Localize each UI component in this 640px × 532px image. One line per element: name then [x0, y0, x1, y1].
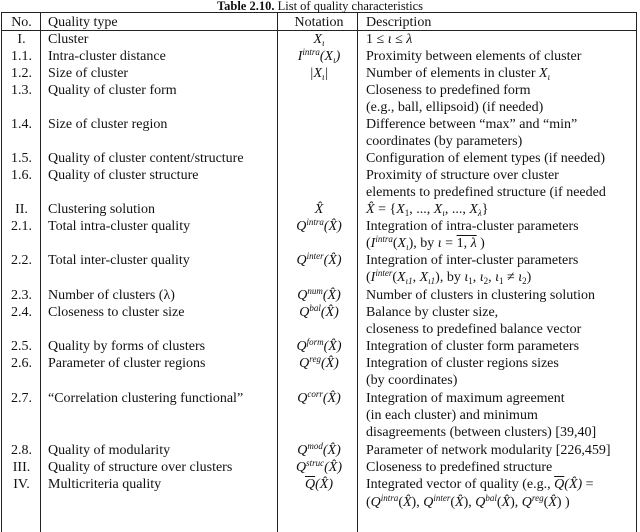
quality-type: Cluster: [48, 32, 89, 47]
table-label: Table 2.10.: [216, 0, 275, 13]
description: Integration of maximum agreement: [366, 391, 565, 406]
quality-type: Quality of cluster form: [48, 83, 177, 98]
description: Integration of cluster regions sizes: [366, 356, 559, 371]
quality-type: Total inter-cluster quality: [48, 253, 190, 268]
quality-type: Intra-cluster distance: [48, 49, 166, 64]
notation: $X_\iota$: [313, 32, 325, 48]
table-title: List of quality characteristics: [277, 0, 424, 13]
description: Proximity of structure over cluster: [366, 168, 559, 183]
notation: $Q^{mod}(X̂)$: [297, 441, 341, 458]
row-number: 2.5.: [11, 339, 32, 354]
row-number: IV.: [13, 477, 30, 492]
row-number: 2.4.: [11, 305, 32, 320]
notation: $Q^{bal}(X̂)$: [299, 303, 339, 320]
quality-type: Closeness to cluster size: [48, 305, 185, 320]
column-divider: [277, 13, 278, 532]
quality-type: Size of cluster: [48, 66, 129, 81]
header-no: No.: [11, 15, 32, 30]
quality-type: Quality of cluster structure: [48, 168, 199, 183]
notation: $Q^{intra}(X̂)$: [296, 217, 342, 234]
description: Proximity between elements of cluster: [366, 49, 582, 64]
row-number: 1.1.: [11, 49, 32, 64]
quality-type: Parameter of cluster regions: [48, 356, 206, 371]
description: Integration of intra-cluster parameters: [366, 219, 579, 234]
row-number: II.: [15, 202, 28, 217]
notation: $\overline{Q}(X̂)$: [304, 477, 333, 492]
quality-type: Multicriteria quality: [48, 477, 162, 492]
row-number: 2.8.: [11, 443, 32, 458]
header-notation: Notation: [294, 15, 344, 30]
description: X̂ = {$X_1$, ..., $X_\iota$, ..., $X_\lambda$}: [366, 202, 489, 218]
quality-type: Number of clusters (λ): [48, 288, 175, 303]
description: Closeness to predefined form: [366, 83, 531, 98]
description: Integration of cluster form parameters: [366, 339, 580, 354]
row-number: 1.4.: [11, 117, 32, 132]
notation: $Q^{num}(X̂)$: [297, 286, 341, 303]
quality-type: Quality of modularity: [48, 443, 171, 458]
notation: $I^{intra}(X_\iota)$: [297, 47, 341, 65]
description: coordinates (by parameters): [366, 134, 523, 149]
description: (by coordinates): [366, 373, 458, 388]
description: (e.g., ball, ellipsoid) (if needed): [366, 100, 544, 115]
quality-type: Quality of structure over clusters: [48, 460, 233, 475]
quality-characteristics-table: [1, 12, 637, 532]
description-text: Integrated vector of quality (e.g.,: [366, 477, 555, 492]
description: elements to predefined structure (if needed: [366, 185, 606, 200]
description: Balance by cluster size,: [366, 305, 499, 320]
description: (in each cluster) and minimum: [366, 408, 538, 423]
quality-type: Clustering solution: [48, 202, 155, 217]
description: closeness to predefined balance vector: [366, 322, 582, 337]
header-quality-type: Quality type: [48, 15, 118, 30]
quality-type: Size of cluster region: [48, 117, 168, 132]
quality-type: “Correlation clustering functional”: [48, 391, 244, 406]
quality-type: Total intra-cluster quality: [48, 219, 191, 234]
row-number: 2.3.: [11, 288, 32, 303]
description: ($I^{inter}(X_{\iota 1}$, $X_{\iota 1}$), by $\iota_1$, $\iota_2$, $\iota_1 \ne \iota_2$): [366, 268, 532, 286]
notation: $Q^{corr}(X̂)$: [297, 389, 341, 406]
notation: $Q^{form}(X̂)$: [296, 337, 342, 354]
quality-type: Quality of cluster content/structure: [48, 151, 244, 166]
description: Closeness to predefined structure: [366, 460, 553, 475]
notation: X̂: [314, 202, 324, 217]
row-number: 1.6.: [11, 168, 32, 183]
row-number: I.: [17, 32, 26, 47]
description: disagreements (between clusters) [39,40]: [366, 425, 597, 440]
notation: $|X_\iota|$: [309, 66, 329, 82]
description: Integrated vector of quality (e.g., $\overline{Q}(X̂)$ =: [366, 477, 594, 492]
notation: $Q^{inter}(X̂)$: [296, 251, 342, 268]
row-number: 2.7.: [11, 391, 32, 406]
description: Configuration of element types (if needed): [366, 151, 606, 166]
row-number: 1.2.: [11, 66, 32, 81]
description: 1 ≤ ι ≤ λ: [366, 32, 413, 47]
row-number: 2.6.: [11, 356, 32, 371]
description: Number of clusters in clustering solution: [366, 288, 596, 303]
row-number: 1.3.: [11, 83, 32, 98]
description: Parameter of network modularity [226,459]: [366, 443, 611, 458]
description: ($I^{intra}(X_\iota)$, by ι = 1, λ ): [366, 234, 485, 252]
notation: $Q^{struc}(X̂)$: [295, 458, 342, 475]
description: Number of elements in cluster $X_\iota$: [366, 66, 551, 82]
row-number: III.: [12, 460, 31, 475]
description: Integration of inter-cluster parameters: [366, 253, 579, 268]
notation: $Q^{reg}(X̂)$: [299, 354, 339, 371]
description-text: Number of elements in cluster: [366, 66, 540, 81]
header-description: Description: [366, 15, 432, 30]
row-number: 2.1.: [11, 219, 32, 234]
row-number: 2.2.: [11, 253, 32, 268]
description: ($Q^{intra}(X̂)$, $Q^{inter}(X̂)$, $Q^{bal}(X̂)$, $Q^{reg}(X̂)$ ): [366, 493, 570, 510]
quality-type: Quality by forms of clusters: [48, 339, 206, 354]
row-number: 1.5.: [11, 151, 32, 166]
description: Difference between “max” and “min”: [366, 117, 578, 132]
